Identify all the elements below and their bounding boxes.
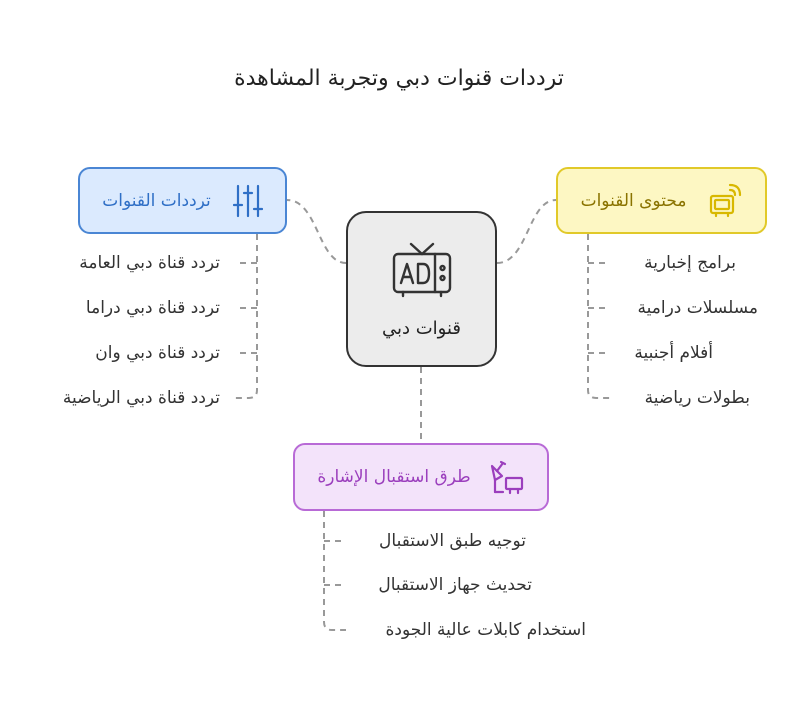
right-item: بطولات رياضية — [644, 388, 750, 408]
tv-broadcast-icon — [708, 183, 742, 219]
bottom-item: تحديث جهاز الاستقبال — [378, 575, 532, 595]
channel-frequencies-box[interactable] — [78, 167, 287, 234]
channel-content-box[interactable] — [556, 167, 767, 234]
connector-center-left — [287, 200, 346, 263]
sliders-icon — [233, 183, 263, 219]
right-item: أفلام أجنبية — [634, 343, 713, 363]
satellite-receiver-icon — [489, 458, 525, 496]
signal-reception-label: طرق استقبال الإشارة — [317, 467, 471, 487]
left-item: تردد قناة دبي الرياضية — [62, 388, 220, 408]
right-item: مسلسلات درامية — [637, 298, 758, 318]
bottom-branch-trunk — [324, 511, 346, 630]
channel-content-label: محتوى القنوات — [580, 190, 687, 211]
channel-frequencies-label: ترددات القنوات — [102, 190, 211, 211]
left-branch-trunk — [235, 234, 257, 398]
left-item: تردد قناة دبي وان — [95, 343, 220, 363]
left-item: تردد قناة دبي العامة — [79, 253, 220, 273]
bottom-item: توجيه طبق الاستقبال — [379, 531, 526, 551]
dubai-channels-node[interactable] — [346, 211, 497, 367]
right-item: برامج إخبارية — [644, 253, 736, 273]
page-title: ترددات قنوات دبي وتجربة المشاهدة — [234, 66, 564, 91]
tv-ad-icon — [391, 240, 453, 304]
bottom-item: استخدام كابلات عالية الجودة — [385, 620, 586, 640]
signal-reception-box[interactable] — [293, 443, 549, 511]
left-item: تردد قناة دبي دراما — [85, 298, 220, 318]
dubai-channels-label: قنوات دبي — [381, 317, 462, 339]
